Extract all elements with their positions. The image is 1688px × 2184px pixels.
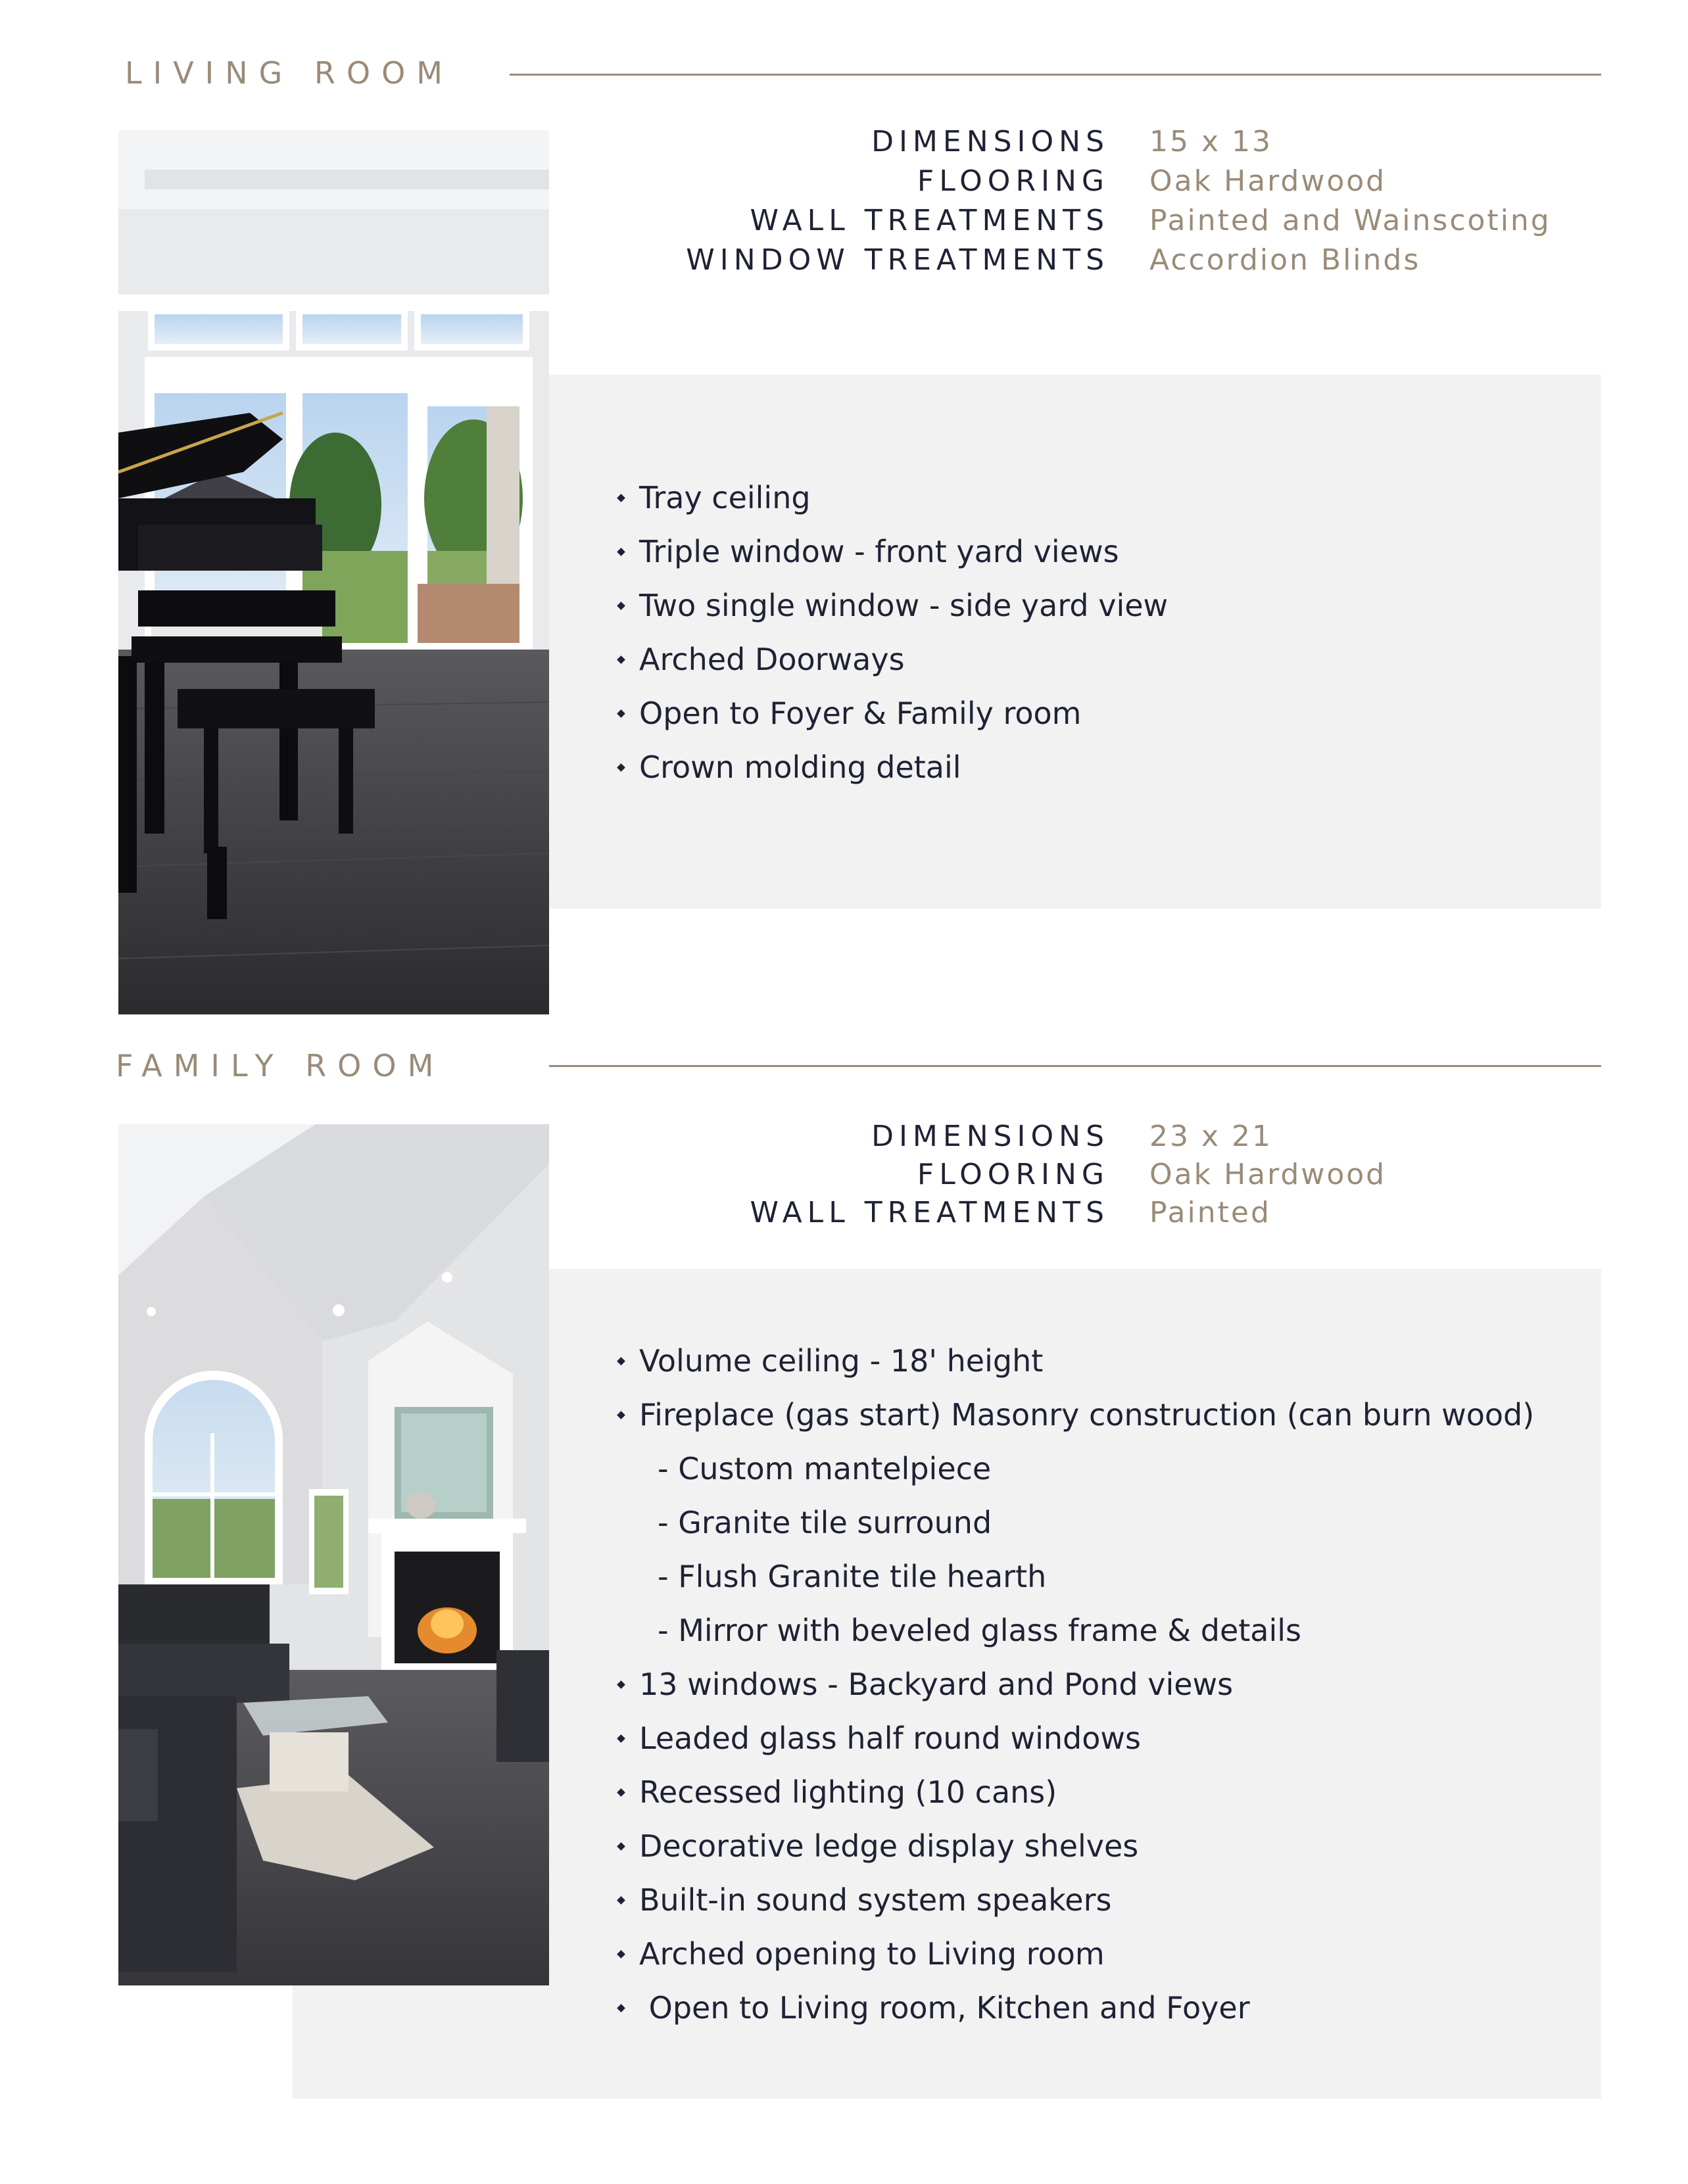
family-room-title: FAMILY ROOM [116,1048,445,1083]
living-room-title: LIVING ROOM [125,55,454,91]
spec-value: Oak Hardwood [1149,1158,1387,1191]
spec-value: 23 x 21 [1149,1120,1272,1153]
spec-value: Oak Hardwood [1149,164,1387,198]
spec-row-flooring [0,1158,1688,1196]
spec-row-window-treatments [0,243,1688,281]
spec-label: DIMENSIONS [871,125,1109,158]
family-room-panel-extension [293,1985,549,2099]
spec-value: 15 x 13 [1149,125,1272,158]
spec-label: WALL TREATMENTS [750,1196,1109,1229]
spec-row-dimensions [0,1120,1688,1158]
spec-row-wall-treatments [0,204,1688,242]
spec-label: DIMENSIONS [871,1120,1109,1153]
spec-value: Accordion Blinds [1149,243,1421,277]
spec-label: FLOORING [917,1158,1109,1191]
family-room-photo [118,1124,549,1985]
family-room-divider [549,1065,1601,1067]
spec-label: WALL TREATMENTS [750,204,1109,237]
living-room-divider [510,74,1601,76]
spec-label: FLOORING [917,164,1109,198]
spec-value: Painted [1149,1196,1271,1229]
spec-row-dimensions [0,125,1688,163]
spec-row-wall-treatments [0,1196,1688,1234]
spec-row-flooring [0,164,1688,202]
spec-label: WINDOW TREATMENTS [686,243,1109,277]
spec-value: Painted and Wainscoting [1149,204,1551,237]
